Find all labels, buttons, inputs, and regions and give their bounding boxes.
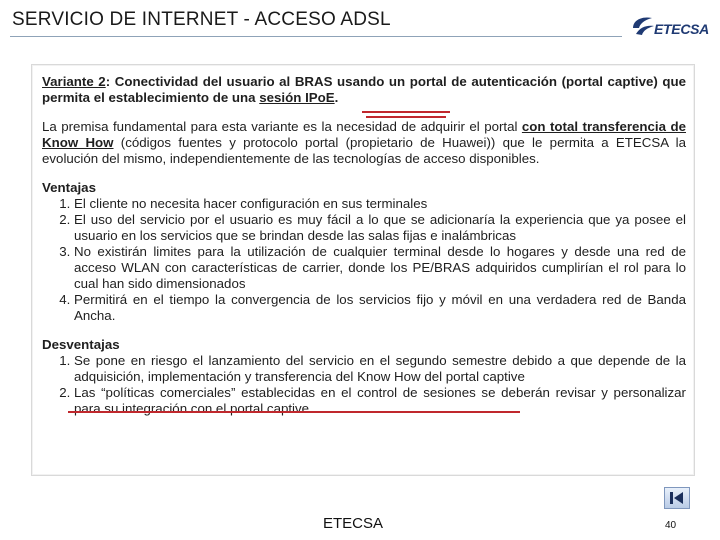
- ventajas-list: [42, 196, 686, 324]
- page-title: SERVICIO DE INTERNET - ACCESO ADSL: [12, 9, 391, 30]
- slide-body: [42, 74, 686, 417]
- highlight-underline: [362, 111, 450, 113]
- first-slide-icon: [668, 490, 686, 506]
- title-divider: [10, 36, 622, 37]
- premise-paragraph: [42, 119, 686, 167]
- logo-text: ETECSA: [654, 21, 709, 37]
- variant-end: .: [334, 90, 339, 105]
- list-item: 1. El cliente no necesita hacer configuración en sus terminales: [74, 196, 686, 212]
- list-item: 3. No existirán limites para la utilización de cualquier terminal desde lo hogares y desde una red de acceso WLAN con características de carrier, donde los PE/BRAS adquiridos cumplirían el rol para lo cual han sido dimensionados: [74, 244, 686, 292]
- variant-paragraph: [42, 74, 686, 106]
- premise-underlined: con total transferencia de Know How: [42, 119, 686, 150]
- variant-text: : Conectividad del usuario al BRAS usando un portal de autenticación (portal captive) que permita el establecimiento de una: [42, 74, 686, 105]
- footer-company: ETECSA: [323, 515, 384, 532]
- page-number: 40: [665, 520, 677, 531]
- etecsa-logo: [630, 14, 714, 44]
- premise-part1: La premisa fundamental para esta variante es la necesidad de adquirir el portal: [42, 119, 522, 134]
- premise-part2: (códigos fuentes y protocolo portal (propietario de Huawei)) que le permita a ETECSA la evolución del mismo, independientemente de las tecnologías de acceso disponibles.: [42, 135, 687, 166]
- list-item: 4. Permitirá en el tiempo la convergencia de los servicios fijo y móvil en una verdadera red de Banda Ancha.: [74, 292, 686, 324]
- variant-link: sesión IPoE: [259, 90, 335, 105]
- logo-mark-icon: [630, 14, 656, 42]
- ventajas-heading: Ventajas: [42, 180, 96, 195]
- variant-label: Variante 2: [42, 74, 106, 89]
- desventajas-list: [42, 353, 686, 417]
- highlight-underline: [68, 411, 520, 413]
- content-panel: [31, 64, 695, 476]
- list-item: 2. Las “políticas comerciales” establecidas en el control de sesiones se deberán revisar y personalizar para su integración con el portal captive: [74, 385, 686, 417]
- highlight-underline: [366, 116, 446, 118]
- list-item: 1. Se pone en riesgo el lanzamiento del servicio en el segundo semestre debido a que depende de la adquisición, implementación y transferencia del Know How del portal captive: [74, 353, 686, 385]
- desventajas-heading: Desventajas: [42, 337, 120, 352]
- first-slide-button[interactable]: [664, 487, 690, 509]
- list-item: 2. El uso del servicio por el usuario es muy fácil a lo que se adicionaría la experiencia que ya posee el usuario en los servicios que se brindan desde las salas fijas e inalámbricas: [74, 212, 686, 244]
